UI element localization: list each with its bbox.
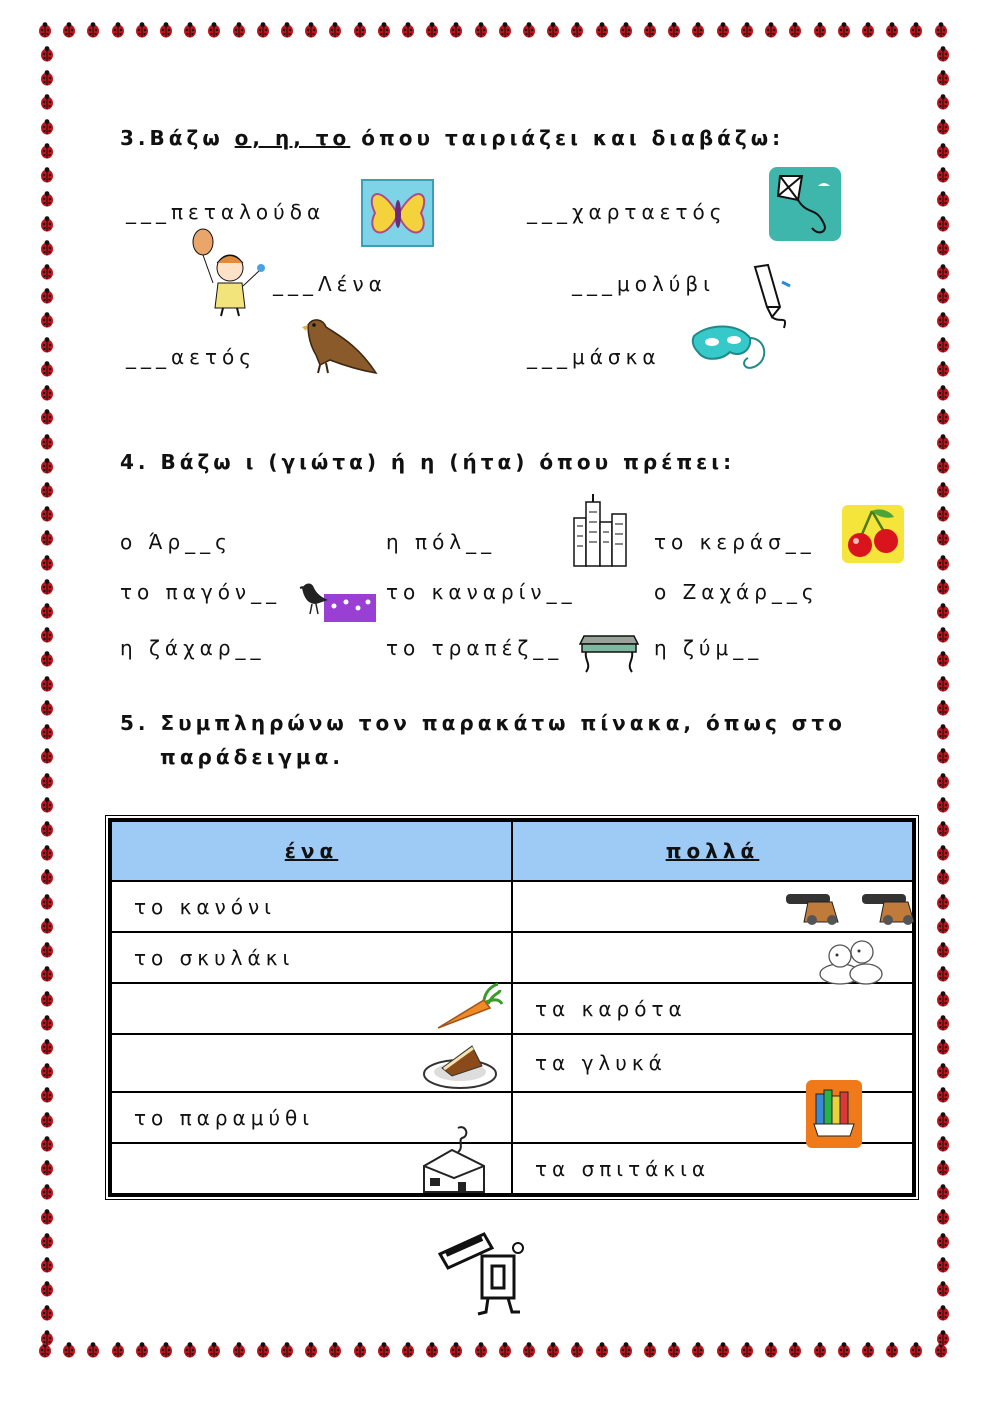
ex4-item-2: η πόλ__	[386, 530, 497, 554]
carrot-icon	[434, 982, 504, 1032]
cake-icon	[422, 1036, 498, 1090]
ladybug-icon	[936, 1063, 950, 1079]
ladybug-icon	[861, 1342, 875, 1358]
ladybug-icon	[936, 530, 950, 546]
table-furniture-icon	[578, 630, 640, 674]
ladybug-icon	[40, 1184, 54, 1200]
ex3-item-kite: ___χαρταετός	[527, 200, 727, 224]
ladybug-icon	[40, 773, 54, 789]
ladybug-icon	[425, 22, 439, 38]
ladybug-icon	[40, 700, 54, 716]
ladybug-icon	[936, 1281, 950, 1297]
ladybug-icon	[936, 845, 950, 861]
ladybug-icon	[936, 894, 950, 910]
ladybug-icon	[40, 94, 54, 110]
ladybug-icon	[936, 361, 950, 377]
ladybug-icon	[595, 22, 609, 38]
header-plural: πολλά	[512, 820, 914, 881]
ladybug-icon	[40, 821, 54, 837]
ladybug-icon	[936, 119, 950, 135]
ladybug-icon	[936, 94, 950, 110]
ladybug-icon	[40, 264, 54, 280]
ladybug-icon	[183, 1342, 197, 1358]
ladybug-icon	[38, 22, 52, 38]
ladybug-icon	[40, 797, 54, 813]
ex4-item-8: το τραπέζ__	[386, 636, 564, 660]
ladybug-icon	[619, 1342, 633, 1358]
ladybug-icon	[936, 434, 950, 450]
butterfly-icon	[360, 178, 435, 248]
ladybug-icon	[40, 1330, 54, 1346]
ladybug-icon	[135, 1342, 149, 1358]
table-header-row	[110, 820, 914, 881]
ladybug-icon	[86, 1342, 100, 1358]
ladybug-icon	[934, 22, 948, 38]
ladybug-icon	[40, 409, 54, 425]
ladybug-icon	[936, 651, 950, 667]
ladybug-icon	[232, 1342, 246, 1358]
ladybug-icon	[861, 22, 875, 38]
top-ladybug-border	[38, 22, 948, 44]
city-icon	[568, 492, 630, 568]
ladybug-icon	[936, 1305, 950, 1321]
ladybug-icon	[936, 869, 950, 885]
ladybug-icon	[40, 1233, 54, 1249]
ladybug-icon	[936, 288, 950, 304]
ladybug-icon	[40, 1305, 54, 1321]
ladybug-icon	[740, 1342, 754, 1358]
ladybug-icon	[40, 748, 54, 764]
cherries-icon	[842, 505, 904, 563]
ladybug-icon	[62, 1342, 76, 1358]
cell-singular[interactable]: το παραμύθι	[110, 1092, 512, 1143]
cell-singular[interactable]: το σκυλάκι	[110, 932, 512, 983]
ladybug-icon	[936, 264, 950, 280]
ladybug-icon	[936, 458, 950, 474]
ladybug-icon	[232, 22, 246, 38]
ladybug-icon	[936, 1160, 950, 1176]
ladybug-icon	[936, 1087, 950, 1103]
ladybug-icon	[111, 22, 125, 38]
ladybug-icon	[936, 700, 950, 716]
ladybug-icon	[619, 22, 633, 38]
ladybug-icon	[40, 603, 54, 619]
ladybug-icon	[716, 1342, 730, 1358]
right-ladybug-border	[932, 46, 954, 1346]
ex4-item-4: το παγόν__	[120, 580, 282, 604]
ladybug-icon	[40, 312, 54, 328]
ladybug-icon	[40, 434, 54, 450]
peacock-icon	[298, 578, 378, 624]
ladybug-icon	[837, 22, 851, 38]
ladybug-icon	[377, 1342, 391, 1358]
ladybug-icon	[40, 288, 54, 304]
exercise-3-title: 3.Βάζω ο, η, το όπου ταιριάζει και διαβάζω:	[120, 126, 785, 150]
ladybug-icon	[40, 337, 54, 353]
bottom-ladybug-border	[38, 1342, 948, 1364]
ladybug-icon	[498, 1342, 512, 1358]
ladybug-icon	[40, 361, 54, 377]
ladybug-icon	[40, 1136, 54, 1152]
ladybug-icon	[595, 1342, 609, 1358]
ladybug-icon	[909, 1342, 923, 1358]
ladybug-icon	[304, 22, 318, 38]
ladybug-icon	[936, 966, 950, 982]
ladybug-icon	[570, 1342, 584, 1358]
ladybug-icon	[40, 1257, 54, 1273]
ladybug-icon	[40, 1039, 54, 1055]
ladybug-icon	[111, 1342, 125, 1358]
ladybug-icon	[40, 1087, 54, 1103]
ladybug-icon	[40, 216, 54, 232]
exercise-4-title: 4. Βάζω ι (γιώτα) ή η (ήτα) όπου πρέπει:	[120, 450, 736, 474]
ladybug-icon	[40, 143, 54, 159]
left-ladybug-border	[36, 46, 58, 1346]
ladybug-icon	[401, 22, 415, 38]
ladybug-icon	[936, 216, 950, 232]
ladybug-icon	[40, 1112, 54, 1128]
ladybug-icon	[40, 191, 54, 207]
ladybug-icon	[40, 46, 54, 62]
ladybug-icon	[425, 1342, 439, 1358]
ladybug-icon	[328, 22, 342, 38]
ladybug-icon	[546, 22, 560, 38]
ladybug-icon	[936, 773, 950, 789]
house-icon	[418, 1122, 490, 1198]
table-row	[110, 1143, 914, 1195]
ladybug-icon	[936, 167, 950, 183]
girl-balloon-icon	[185, 228, 270, 318]
ladybug-icon	[909, 22, 923, 38]
ladybug-icon	[936, 991, 950, 1007]
ladybug-icon	[936, 555, 950, 571]
ladybug-icon	[256, 22, 270, 38]
ladybug-icon	[936, 724, 950, 740]
ladybug-icon	[40, 530, 54, 546]
ladybug-icon	[86, 22, 100, 38]
ladybug-icon	[936, 942, 950, 958]
ladybug-icon	[449, 22, 463, 38]
ladybug-icon	[40, 119, 54, 135]
ladybug-icon	[936, 506, 950, 522]
ladybug-icon	[401, 1342, 415, 1358]
ladybug-icon	[40, 894, 54, 910]
ladybug-icon	[936, 1257, 950, 1273]
ladybug-icon	[936, 676, 950, 692]
table-row	[110, 932, 914, 983]
character-icon	[436, 1226, 528, 1318]
books-icon	[806, 1080, 862, 1148]
ladybug-icon	[280, 22, 294, 38]
ladybug-icon	[40, 458, 54, 474]
ladybug-icon	[353, 1342, 367, 1358]
ladybug-icon	[207, 22, 221, 38]
header-singular: ένα	[110, 820, 512, 881]
ladybug-icon	[813, 22, 827, 38]
ladybug-icon	[936, 579, 950, 595]
ladybug-icon	[764, 1342, 778, 1358]
cannons-icon	[782, 886, 932, 926]
ladybug-icon	[936, 240, 950, 256]
ladybug-icon	[936, 1184, 950, 1200]
ladybug-icon	[40, 651, 54, 667]
ladybug-icon	[40, 627, 54, 643]
ladybug-icon	[280, 1342, 294, 1358]
ladybug-icon	[936, 1015, 950, 1031]
ex4-item-9: η ζύμ__	[654, 636, 764, 660]
ladybug-icon	[936, 482, 950, 498]
ladybug-icon	[498, 22, 512, 38]
table-row	[110, 983, 914, 1034]
ladybug-icon	[40, 845, 54, 861]
ladybug-icon	[159, 1342, 173, 1358]
ladybug-icon	[40, 724, 54, 740]
ladybug-icon	[40, 1160, 54, 1176]
ladybug-icon	[936, 1233, 950, 1249]
ladybug-icon	[40, 1063, 54, 1079]
ladybug-icon	[936, 409, 950, 425]
exercise-5-title-line1: 5. Συμπληρώνω τον παρακάτω πίνακα, όπως στο	[120, 711, 846, 735]
ladybug-icon	[788, 22, 802, 38]
ex3-item-mask: ___μάσκα	[527, 345, 661, 369]
ladybug-icon	[40, 506, 54, 522]
ex3-item-lena: ___Λένα	[273, 272, 387, 296]
ex4-item-5: το καναρίν__	[386, 580, 577, 604]
ladybug-icon	[936, 143, 950, 159]
ladybug-icon	[40, 167, 54, 183]
ladybug-icon	[522, 22, 536, 38]
ladybug-icon	[353, 22, 367, 38]
ladybug-icon	[837, 1342, 851, 1358]
ladybug-icon	[936, 1330, 950, 1346]
ladybug-icon	[740, 22, 754, 38]
ladybug-icon	[183, 22, 197, 38]
ladybug-icon	[936, 385, 950, 401]
ladybug-icon	[474, 1342, 488, 1358]
ladybug-icon	[40, 1209, 54, 1225]
ladybug-icon	[377, 22, 391, 38]
cell-singular[interactable]: το κανόνι	[110, 881, 512, 932]
ladybug-icon	[207, 1342, 221, 1358]
ladybug-icon	[936, 70, 950, 86]
ladybug-icon	[936, 1039, 950, 1055]
ex4-item-1: ο Άρ__ς	[120, 530, 232, 554]
kite-icon	[768, 166, 842, 242]
table-row	[110, 1092, 914, 1143]
ladybug-icon	[40, 1015, 54, 1031]
cell-plural[interactable]: τα καρότα	[512, 983, 914, 1034]
ex4-item-3: το κεράσ__	[654, 530, 816, 554]
ladybug-icon	[667, 1342, 681, 1358]
ladybug-icon	[40, 385, 54, 401]
ladybug-icon	[643, 22, 657, 38]
ladybug-icon	[40, 918, 54, 934]
ladybug-icon	[936, 1136, 950, 1152]
ladybug-icon	[40, 869, 54, 885]
ladybug-icon	[40, 942, 54, 958]
cell-plural[interactable]: τα γλυκά	[512, 1034, 914, 1092]
ladybug-icon	[328, 1342, 342, 1358]
ex3-item-eagle: ___αετός	[126, 345, 257, 369]
ex3-item-butterfly: ___πεταλούδα	[126, 200, 326, 224]
ladybug-icon	[813, 1342, 827, 1358]
ladybug-icon	[667, 22, 681, 38]
ladybug-icon	[936, 821, 950, 837]
ladybug-icon	[40, 555, 54, 571]
ladybug-icon	[256, 1342, 270, 1358]
ladybug-icon	[764, 22, 778, 38]
ladybug-icon	[40, 676, 54, 692]
ladybug-icon	[885, 22, 899, 38]
mask-icon	[690, 318, 772, 376]
ladybug-icon	[936, 1209, 950, 1225]
ladybug-icon	[716, 22, 730, 38]
ladybug-icon	[691, 1342, 705, 1358]
singular-plural-table	[108, 818, 916, 1197]
puppies-icon	[818, 936, 884, 988]
ladybug-icon	[40, 991, 54, 1007]
ladybug-icon	[40, 966, 54, 982]
ladybug-icon	[936, 918, 950, 934]
ladybug-icon	[159, 22, 173, 38]
ladybug-icon	[62, 22, 76, 38]
ex4-item-6: ο Ζαχάρ__ς	[654, 580, 819, 604]
ladybug-icon	[449, 1342, 463, 1358]
ladybug-icon	[936, 337, 950, 353]
ladybug-icon	[135, 22, 149, 38]
ladybug-icon	[936, 603, 950, 619]
ladybug-icon	[40, 70, 54, 86]
ex4-item-7: η ζάχαρ__	[120, 636, 266, 660]
ladybug-icon	[885, 1342, 899, 1358]
ladybug-icon	[40, 482, 54, 498]
ladybug-icon	[40, 1281, 54, 1297]
ladybug-icon	[40, 240, 54, 256]
ladybug-icon	[643, 1342, 657, 1358]
ladybug-icon	[522, 1342, 536, 1358]
exercise-5-title-line2: παράδειγμα.	[160, 745, 344, 769]
ladybug-icon	[936, 797, 950, 813]
ladybug-icon	[40, 579, 54, 595]
ladybug-icon	[936, 1112, 950, 1128]
ladybug-icon	[304, 1342, 318, 1358]
ladybug-icon	[936, 46, 950, 62]
ladybug-icon	[474, 22, 488, 38]
ladybug-icon	[936, 748, 950, 764]
ladybug-icon	[691, 22, 705, 38]
table-row	[110, 1034, 914, 1092]
ladybug-icon	[546, 1342, 560, 1358]
ladybug-icon	[936, 312, 950, 328]
eagle-icon	[298, 315, 378, 377]
ladybug-icon	[936, 627, 950, 643]
ladybug-icon	[788, 1342, 802, 1358]
ladybug-icon	[570, 22, 584, 38]
ex3-item-pencil: ___μολύβι	[572, 272, 715, 296]
ladybug-icon	[936, 191, 950, 207]
cell-plural[interactable]: τα σπιτάκια	[512, 1143, 914, 1195]
